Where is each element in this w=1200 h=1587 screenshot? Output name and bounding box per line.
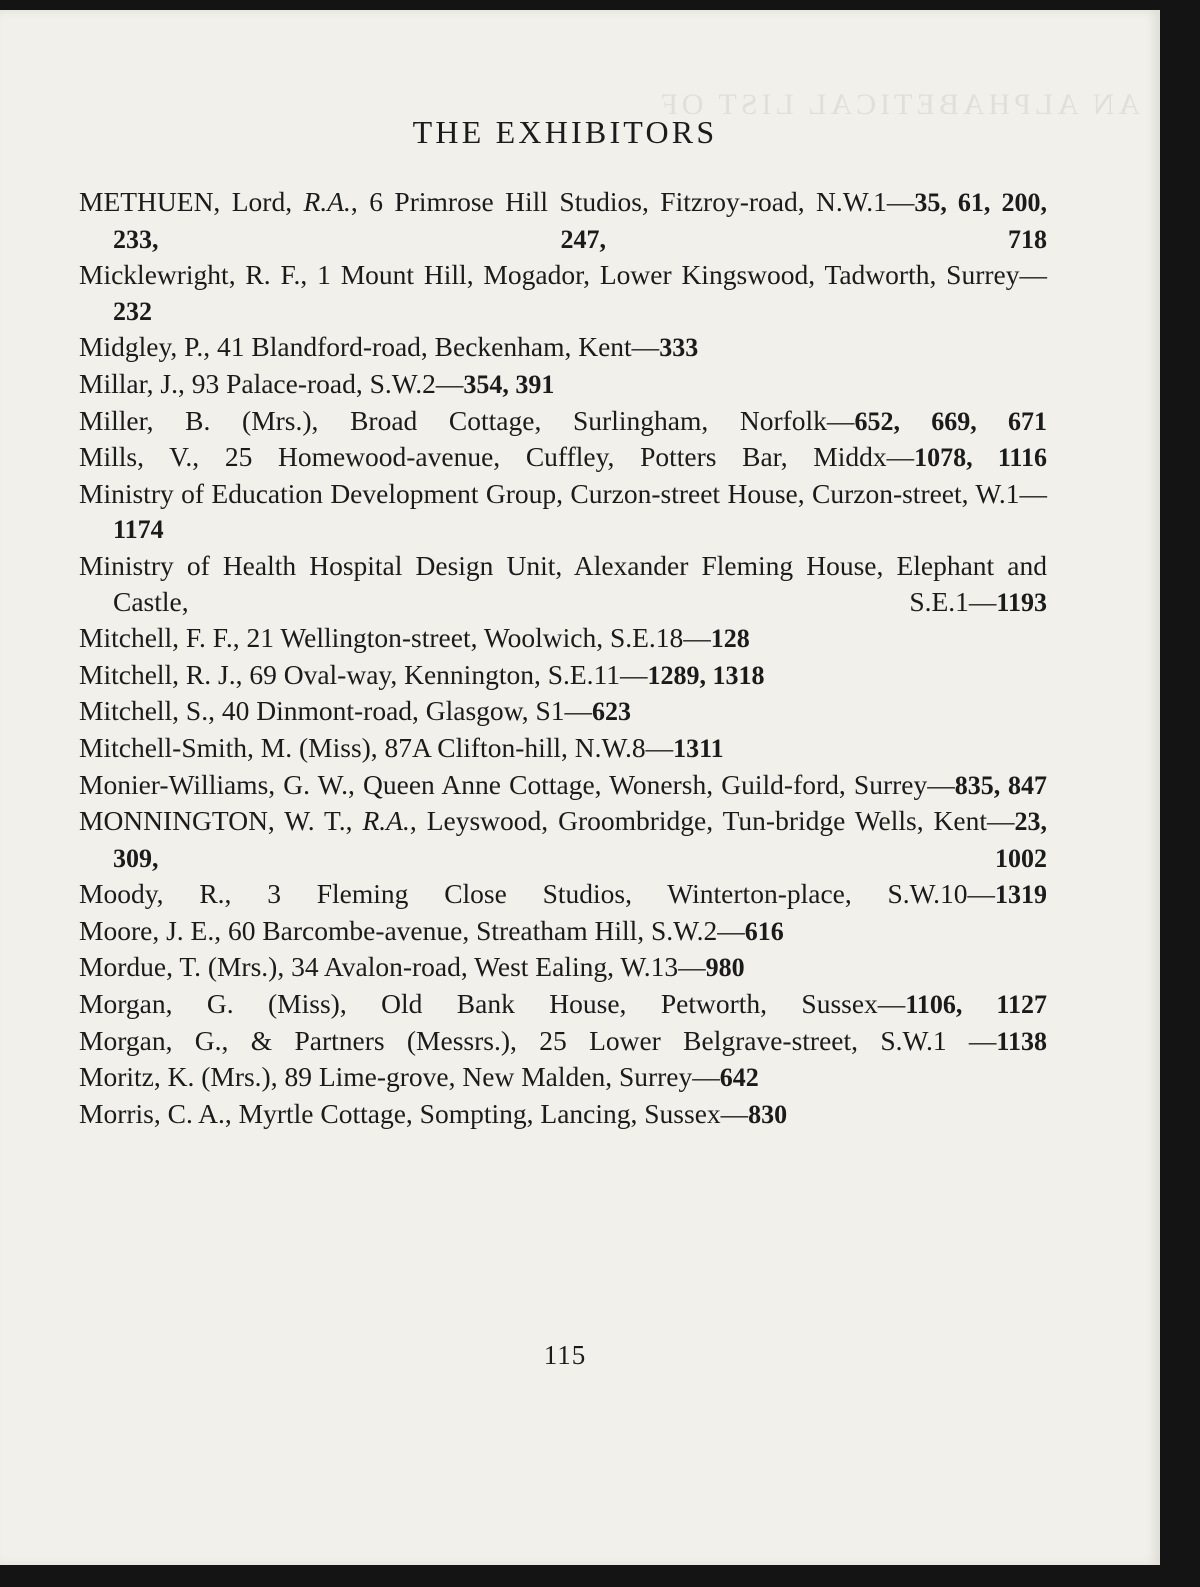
catalogue-numbers: 232 [113, 296, 152, 326]
catalogue-numbers: 1193 [996, 587, 1047, 617]
catalogue-numbers: 642 [719, 1063, 759, 1093]
list-item: Mitchell, S., 40 Dinmont-road, Glasgow, S1—623 [79, 695, 632, 727]
catalogue-numbers: 1319 [995, 880, 1047, 910]
exhibitor-list [79, 184, 1047, 1132]
list-item: Millar, J., 93 Palace-road, S.W.2—354, 391 [79, 367, 555, 399]
catalogue-numbers: 333 [659, 333, 699, 363]
list-item: Moritz, K. (Mrs.), 89 Lime-grove, New Malden, Surrey—642 [79, 1061, 759, 1093]
list-item: Micklewright, R. F., 1 Mount Hill, Mogador, Lower Kingswood, Tadworth, Surrey—232 [79, 259, 1047, 326]
list-item: Morgan, G., & Partners (Messrs.), 25 Lower Belgrave-street, S.W.1 —1138 [79, 1024, 1047, 1056]
page-title: THE EXHIBITORS [412, 114, 718, 150]
catalogue-numbers: 835, 847 [954, 770, 1047, 800]
catalogue-numbers: 1289, 1318 [647, 660, 765, 690]
list-item: Mordue, T. (Mrs.), 34 Avalon-road, West Ealing, W.13—980 [79, 951, 745, 983]
catalogue-numbers: 623 [592, 697, 632, 727]
list-item: Ministry of Health Hospital Design Unit, Alexander Fleming House, Elephant and Castle, S.E.1—1193 [79, 549, 1047, 617]
catalogue-numbers: 1311 [673, 733, 724, 763]
catalogue-numbers: 354, 391 [463, 369, 555, 399]
catalogue-numbers: 1174 [113, 515, 164, 545]
list-item: Monier-Williams, G. W., Queen Anne Cottage, Wonersh, Guild-ford, Surrey—835, 847 [79, 768, 1047, 800]
list-item: MONNINGTON, W. T., R.A., Leyswood, Groombridge, Tun-bridge Wells, Kent—23, 309, 1002 [79, 805, 1048, 873]
list-item: Ministry of Education Development Group, Curzon-street House, Curzon-street, W.1—1174 [79, 477, 1047, 545]
list-item: Moody, R., 3 Fleming Close Studios, Winterton-place, S.W.10—1319 [79, 878, 1047, 910]
catalogue-numbers: 652, 669, 671 [854, 406, 1047, 436]
bleed-through-text: AN ALPHABETICAL LIST OF [657, 88, 1140, 121]
list-item: Moore, J. E., 60 Barcombe-avenue, Streatham Hill, S.W.2—616 [79, 914, 784, 946]
list-item: Mitchell, F. F., 21 Wellington-street, Woolwich, S.E.18—128 [79, 622, 750, 654]
page-number: 115 [543, 1340, 587, 1370]
catalogue-numbers: 1078, 1116 [914, 443, 1047, 473]
list-item: METHUEN, Lord, R.A., 6 Primrose Hill Studios, Fitzroy-road, N.W.1—35, 61, 200, 233, 247, 718 [79, 186, 1048, 254]
list-item: Morris, C. A., Myrtle Cottage, Sompting, Lancing, Sussex—830 [79, 1097, 788, 1129]
catalogue-numbers: 1138 [996, 1026, 1047, 1056]
catalogue-numbers: 128 [710, 624, 750, 654]
list-item: Morgan, G. (Miss), Old Bank House, Petworth, Sussex—1106, 1127 [79, 988, 1047, 1020]
catalogue-numbers: 1106, 1127 [905, 990, 1047, 1020]
catalogue-numbers: 616 [744, 916, 784, 946]
catalogue-numbers: 35, 61, 200, 233, 247, 718 [113, 188, 1048, 254]
catalogue-numbers: 830 [748, 1099, 788, 1129]
list-item: Midgley, P., 41 Blandford-road, Beckenham, Kent—333 [79, 331, 699, 363]
list-item: Mitchell, R. J., 69 Oval-way, Kennington, S.E.11—1289, 1318 [79, 658, 765, 690]
book-page [0, 10, 1160, 1565]
list-item: Mitchell-Smith, M. (Miss), 87A Clifton-hill, N.W.8—1311 [79, 731, 724, 763]
list-item: Miller, B. (Mrs.), Broad Cottage, Surlingham, Norfolk—652, 669, 671 [79, 404, 1047, 436]
catalogue-numbers: 980 [705, 953, 745, 983]
catalogue-numbers: 23, 309, 1002 [113, 807, 1048, 873]
list-item: Mills, V., 25 Homewood-avenue, Cuffley, Potters Bar, Middx—1078, 1116 [79, 441, 1047, 473]
